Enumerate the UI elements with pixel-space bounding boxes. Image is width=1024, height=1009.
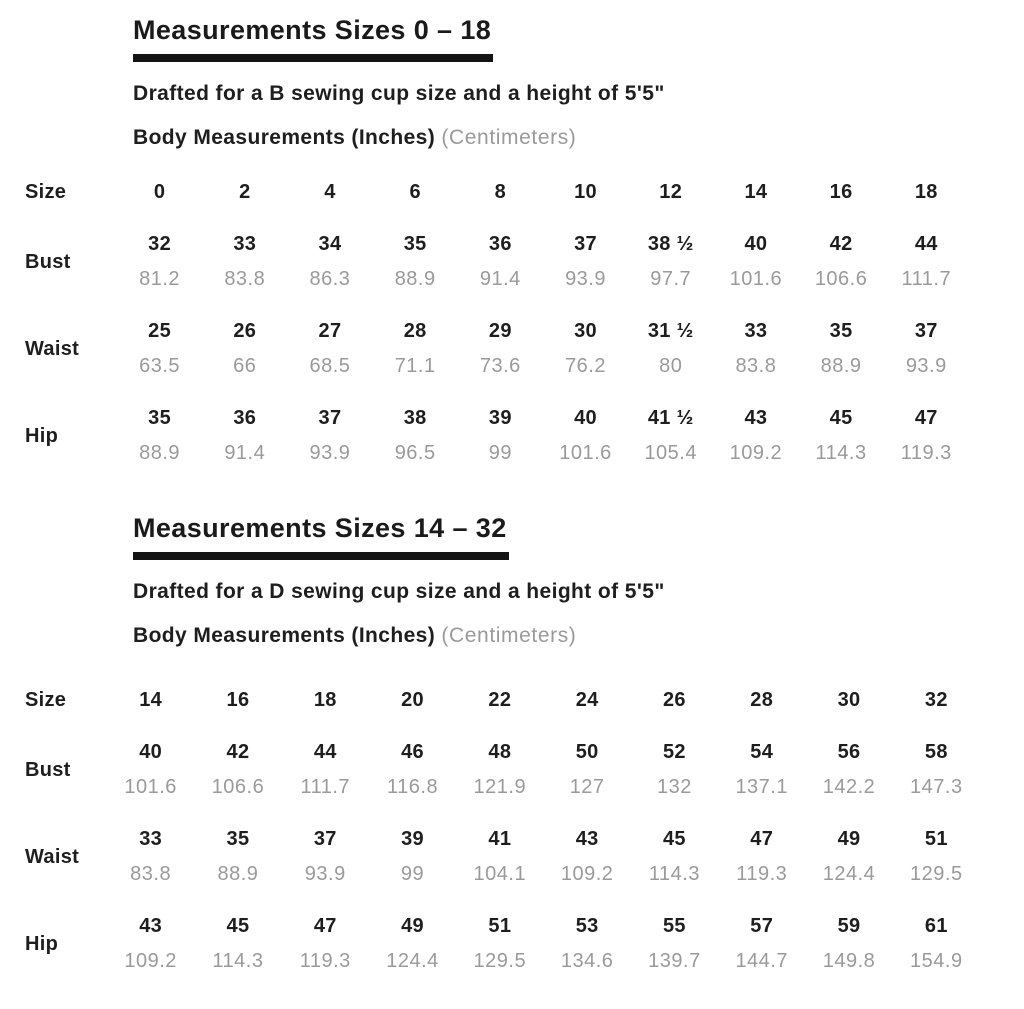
measurement-cell bbox=[631, 739, 718, 800]
inches-value: 40 bbox=[744, 233, 768, 255]
cm-value: 109.2 bbox=[560, 863, 614, 885]
measurement-cell bbox=[202, 318, 287, 379]
cm-value: 129.5 bbox=[473, 950, 527, 972]
inches-value: 55 bbox=[663, 915, 686, 937]
size-row-label: Size bbox=[25, 689, 67, 711]
inches-value: 30 bbox=[574, 320, 597, 342]
cm-value: 83.8 bbox=[224, 268, 266, 290]
inches-value: 32 bbox=[148, 233, 172, 255]
cm-value: 144.7 bbox=[735, 950, 788, 972]
inches-value: 45 bbox=[829, 407, 853, 429]
inches-value: 58 bbox=[924, 741, 948, 763]
size-value: 0 bbox=[153, 181, 166, 203]
cm-value: 119.3 bbox=[299, 950, 351, 972]
measurement-cell bbox=[373, 231, 458, 292]
inches-value: 35 bbox=[226, 828, 250, 850]
cm-value: 124.4 bbox=[822, 863, 876, 885]
row-label-hip: Hip bbox=[25, 932, 59, 955]
inches-value: 38 bbox=[403, 407, 427, 429]
measurement-cell bbox=[713, 405, 798, 466]
inches-value: 45 bbox=[663, 828, 686, 850]
cm-value: 124.4 bbox=[386, 950, 439, 972]
cm-value: 83.8 bbox=[130, 863, 172, 885]
cm-value: 93.9 bbox=[905, 355, 947, 377]
inches-value: 47 bbox=[750, 828, 774, 850]
cm-value: 99 bbox=[488, 442, 512, 464]
cm-value: 127 bbox=[569, 776, 605, 798]
cm-value: 83.8 bbox=[735, 355, 777, 377]
inches-value: 43 bbox=[575, 828, 599, 850]
inches-value: 54 bbox=[750, 741, 774, 763]
cm-value: 101.6 bbox=[729, 268, 783, 290]
row-label-hip: Hip bbox=[25, 424, 59, 447]
measurement-cell bbox=[369, 826, 456, 887]
inches-value: 49 bbox=[837, 828, 861, 850]
measurement-cell bbox=[799, 318, 884, 379]
cm-value: 104.1 bbox=[473, 863, 527, 885]
inches-value: 49 bbox=[401, 915, 424, 937]
measurement-cell bbox=[369, 739, 456, 800]
measurement-cell bbox=[456, 739, 543, 800]
cm-value: 63.5 bbox=[139, 355, 181, 377]
cm-value: 105.4 bbox=[644, 442, 697, 464]
cm-value: 111.7 bbox=[300, 776, 351, 798]
measurement-cell bbox=[893, 826, 980, 887]
measurement-cell bbox=[543, 739, 630, 800]
cm-value: 132 bbox=[656, 776, 692, 798]
inches-value: 35 bbox=[148, 407, 172, 429]
measurement-cell bbox=[543, 231, 628, 292]
measurement-table-0-18 bbox=[25, 179, 1024, 466]
size-value: 20 bbox=[401, 689, 424, 711]
section-sizes-14-32 bbox=[0, 512, 1024, 974]
inches-value: 47 bbox=[313, 915, 337, 937]
measurement-cell bbox=[628, 231, 713, 292]
inches-value: 26 bbox=[233, 320, 257, 342]
measurement-cell bbox=[287, 405, 372, 466]
size-value: 8 bbox=[494, 181, 507, 203]
inches-value: 43 bbox=[139, 915, 163, 937]
measurement-cell bbox=[194, 739, 281, 800]
size-value: 2 bbox=[239, 181, 251, 203]
inches-value: 37 bbox=[318, 407, 342, 429]
inches-value: 48 bbox=[488, 741, 512, 763]
row-label-bust: Bust bbox=[25, 758, 71, 781]
inches-value: 51 bbox=[924, 828, 948, 850]
size-header-row bbox=[25, 179, 1024, 205]
cm-value: 109.2 bbox=[124, 950, 177, 972]
waist-row bbox=[25, 826, 1024, 887]
cm-value: 66 bbox=[233, 355, 257, 377]
inches-value: 61 bbox=[924, 915, 948, 937]
measurement-cell bbox=[884, 405, 969, 466]
measurement-cell bbox=[718, 913, 805, 974]
measurement-cell bbox=[456, 913, 543, 974]
size-value: 18 bbox=[313, 689, 337, 711]
measurement-cell bbox=[194, 913, 281, 974]
measurement-cell bbox=[202, 231, 287, 292]
inches-value: 38 ½ bbox=[647, 233, 694, 255]
measurement-table-14-32 bbox=[25, 687, 1024, 974]
measurement-cell bbox=[628, 318, 713, 379]
inches-value: 37 bbox=[313, 828, 337, 850]
cm-value: 101.6 bbox=[559, 442, 612, 464]
cm-value: 80 bbox=[659, 355, 683, 377]
inches-value: 45 bbox=[226, 915, 250, 937]
measurement-cell bbox=[107, 739, 194, 800]
section-title: Measurements Sizes 0 – 18 bbox=[133, 14, 493, 62]
measurement-cell bbox=[117, 231, 202, 292]
units-line bbox=[133, 125, 1024, 151]
measurement-cell bbox=[458, 405, 543, 466]
cm-value: 154.9 bbox=[910, 950, 963, 972]
cm-value: 119.3 bbox=[736, 863, 788, 885]
inches-value: 37 bbox=[574, 233, 597, 255]
inches-value: 47 bbox=[914, 407, 938, 429]
measurement-cell bbox=[713, 231, 798, 292]
size-value: 16 bbox=[226, 689, 250, 711]
cm-value: 91.4 bbox=[224, 442, 266, 464]
section-title: Measurements Sizes 14 – 32 bbox=[133, 512, 509, 560]
size-value: 30 bbox=[837, 689, 861, 711]
inches-value: 27 bbox=[318, 320, 342, 342]
cm-value: 91.4 bbox=[479, 268, 521, 290]
bust-row bbox=[25, 739, 1024, 800]
cm-value: 111.7 bbox=[901, 268, 952, 290]
cm-value: 109.2 bbox=[729, 442, 783, 464]
inches-value: 52 bbox=[663, 741, 686, 763]
cm-value: 147.3 bbox=[910, 776, 963, 798]
cm-value: 137.1 bbox=[735, 776, 788, 798]
inches-value: 40 bbox=[139, 741, 163, 763]
inches-value: 31 ½ bbox=[647, 320, 694, 342]
measurement-cell bbox=[884, 231, 969, 292]
inches-value: 56 bbox=[837, 741, 861, 763]
cm-value: 93.9 bbox=[565, 268, 606, 290]
cm-value: 97.7 bbox=[650, 268, 692, 290]
measurement-cell bbox=[805, 913, 892, 974]
cm-value: 88.9 bbox=[820, 355, 862, 377]
measurement-cell bbox=[282, 913, 369, 974]
inches-value: 28 bbox=[403, 320, 427, 342]
size-row-label: Size bbox=[25, 181, 67, 203]
measurement-cell bbox=[893, 739, 980, 800]
measurement-cell bbox=[458, 318, 543, 379]
cm-value: 99 bbox=[400, 863, 425, 885]
inches-value: 59 bbox=[837, 915, 861, 937]
inches-value: 33 bbox=[233, 233, 257, 255]
measurement-cell bbox=[369, 913, 456, 974]
measurement-cell bbox=[799, 231, 884, 292]
units-line bbox=[133, 623, 1024, 649]
measurement-cell bbox=[456, 826, 543, 887]
inches-value: 44 bbox=[914, 233, 938, 255]
measurement-cell bbox=[287, 231, 372, 292]
inches-value: 37 bbox=[914, 320, 938, 342]
inches-value: 35 bbox=[829, 320, 853, 342]
cm-value: 93.9 bbox=[304, 863, 346, 885]
size-value: 28 bbox=[750, 689, 774, 711]
centimeters-units-label: (Centimeters) bbox=[441, 126, 577, 149]
measurement-cell bbox=[282, 826, 369, 887]
cm-value: 88.9 bbox=[394, 268, 436, 290]
size-value: 16 bbox=[829, 181, 853, 203]
cm-value: 96.5 bbox=[394, 442, 436, 464]
drafted-note: Drafted for a D sewing cup size and a height of 5'5" bbox=[133, 580, 665, 603]
inches-value: 57 bbox=[750, 915, 774, 937]
size-value: 6 bbox=[409, 181, 421, 203]
inches-value: 43 bbox=[744, 407, 768, 429]
inches-value: 25 bbox=[148, 320, 172, 342]
measurement-cell bbox=[799, 405, 884, 466]
size-value: 32 bbox=[924, 689, 948, 711]
inches-value: 53 bbox=[575, 915, 599, 937]
measurement-cell bbox=[718, 826, 805, 887]
measurement-cell bbox=[543, 318, 628, 379]
inches-units-label: Body Measurements (Inches) bbox=[133, 624, 436, 647]
measurement-cell bbox=[117, 318, 202, 379]
row-label-waist: Waist bbox=[25, 845, 80, 868]
inches-value: 50 bbox=[575, 741, 599, 763]
inches-value: 39 bbox=[401, 828, 424, 850]
measurement-cell bbox=[543, 405, 628, 466]
inches-value: 51 bbox=[488, 915, 512, 937]
cm-value: 86.3 bbox=[309, 268, 351, 290]
size-value: 24 bbox=[575, 689, 599, 711]
cm-value: 121.9 bbox=[473, 776, 527, 798]
measurement-cell bbox=[543, 826, 630, 887]
section-sizes-0-18 bbox=[0, 14, 1024, 466]
cm-value: 81.2 bbox=[139, 268, 181, 290]
cm-value: 129.5 bbox=[910, 863, 963, 885]
inches-value: 41 ½ bbox=[647, 407, 694, 429]
measurement-cell bbox=[893, 913, 980, 974]
size-header-row bbox=[25, 687, 1024, 713]
cm-value: 71.1 bbox=[394, 355, 436, 377]
cm-value: 93.9 bbox=[309, 442, 351, 464]
cm-value: 114.3 bbox=[648, 863, 700, 885]
inches-value: 36 bbox=[488, 233, 512, 255]
cm-value: 88.9 bbox=[139, 442, 181, 464]
measurement-cell bbox=[631, 826, 718, 887]
hip-row bbox=[25, 913, 1024, 974]
measurement-cell bbox=[805, 826, 892, 887]
inches-value: 33 bbox=[744, 320, 768, 342]
measurement-cell bbox=[287, 318, 372, 379]
size-value: 18 bbox=[914, 181, 938, 203]
size-value: 14 bbox=[744, 181, 768, 203]
measurement-cell bbox=[458, 231, 543, 292]
measurement-cell bbox=[373, 405, 458, 466]
cm-value: 119.3 bbox=[900, 442, 952, 464]
waist-row bbox=[25, 318, 1024, 379]
cm-value: 134.6 bbox=[560, 950, 614, 972]
measurement-cell bbox=[713, 318, 798, 379]
row-label-waist: Waist bbox=[25, 337, 80, 360]
inches-value: 35 bbox=[403, 233, 427, 255]
cm-value: 139.7 bbox=[648, 950, 701, 972]
cm-value: 88.9 bbox=[217, 863, 259, 885]
inches-units-label: Body Measurements (Inches) bbox=[133, 126, 436, 149]
measurement-cell bbox=[373, 318, 458, 379]
measurement-cell bbox=[282, 739, 369, 800]
inches-value: 44 bbox=[313, 741, 337, 763]
inches-value: 41 bbox=[488, 828, 512, 850]
size-value: 4 bbox=[324, 181, 336, 203]
cm-value: 68.5 bbox=[309, 355, 351, 377]
cm-value: 73.6 bbox=[479, 355, 521, 377]
inches-value: 29 bbox=[488, 320, 512, 342]
measurement-cell bbox=[202, 405, 287, 466]
size-value: 22 bbox=[488, 689, 512, 711]
size-value: 10 bbox=[574, 181, 597, 203]
inches-value: 34 bbox=[318, 233, 342, 255]
cm-value: 114.3 bbox=[815, 442, 867, 464]
measurement-cell bbox=[718, 739, 805, 800]
inches-value: 33 bbox=[139, 828, 163, 850]
measurement-cell bbox=[628, 405, 713, 466]
cm-value: 149.8 bbox=[822, 950, 876, 972]
inches-value: 40 bbox=[574, 407, 597, 429]
measurement-cell bbox=[884, 318, 969, 379]
cm-value: 116.8 bbox=[387, 776, 439, 798]
measurement-cell bbox=[805, 739, 892, 800]
cm-value: 142.2 bbox=[822, 776, 876, 798]
measurement-cell bbox=[631, 913, 718, 974]
cm-value: 106.6 bbox=[814, 268, 868, 290]
measurement-cell bbox=[107, 826, 194, 887]
measurement-cell bbox=[543, 913, 630, 974]
size-value: 12 bbox=[659, 181, 683, 203]
inches-value: 46 bbox=[401, 741, 424, 763]
inches-value: 42 bbox=[829, 233, 853, 255]
cm-value: 114.3 bbox=[212, 950, 264, 972]
size-value: 14 bbox=[139, 689, 163, 711]
row-label-bust: Bust bbox=[25, 250, 71, 273]
bust-row bbox=[25, 231, 1024, 292]
cm-value: 101.6 bbox=[124, 776, 177, 798]
measurement-cell bbox=[194, 826, 281, 887]
measurement-cell bbox=[107, 913, 194, 974]
inches-value: 42 bbox=[226, 741, 250, 763]
cm-value: 76.2 bbox=[565, 355, 606, 377]
hip-row bbox=[25, 405, 1024, 466]
cm-value: 106.6 bbox=[211, 776, 265, 798]
inches-value: 39 bbox=[488, 407, 512, 429]
size-value: 26 bbox=[663, 689, 686, 711]
centimeters-units-label: (Centimeters) bbox=[441, 624, 577, 647]
drafted-note: Drafted for a B sewing cup size and a height of 5'5" bbox=[133, 82, 665, 105]
inches-value: 36 bbox=[233, 407, 257, 429]
measurement-cell bbox=[117, 405, 202, 466]
